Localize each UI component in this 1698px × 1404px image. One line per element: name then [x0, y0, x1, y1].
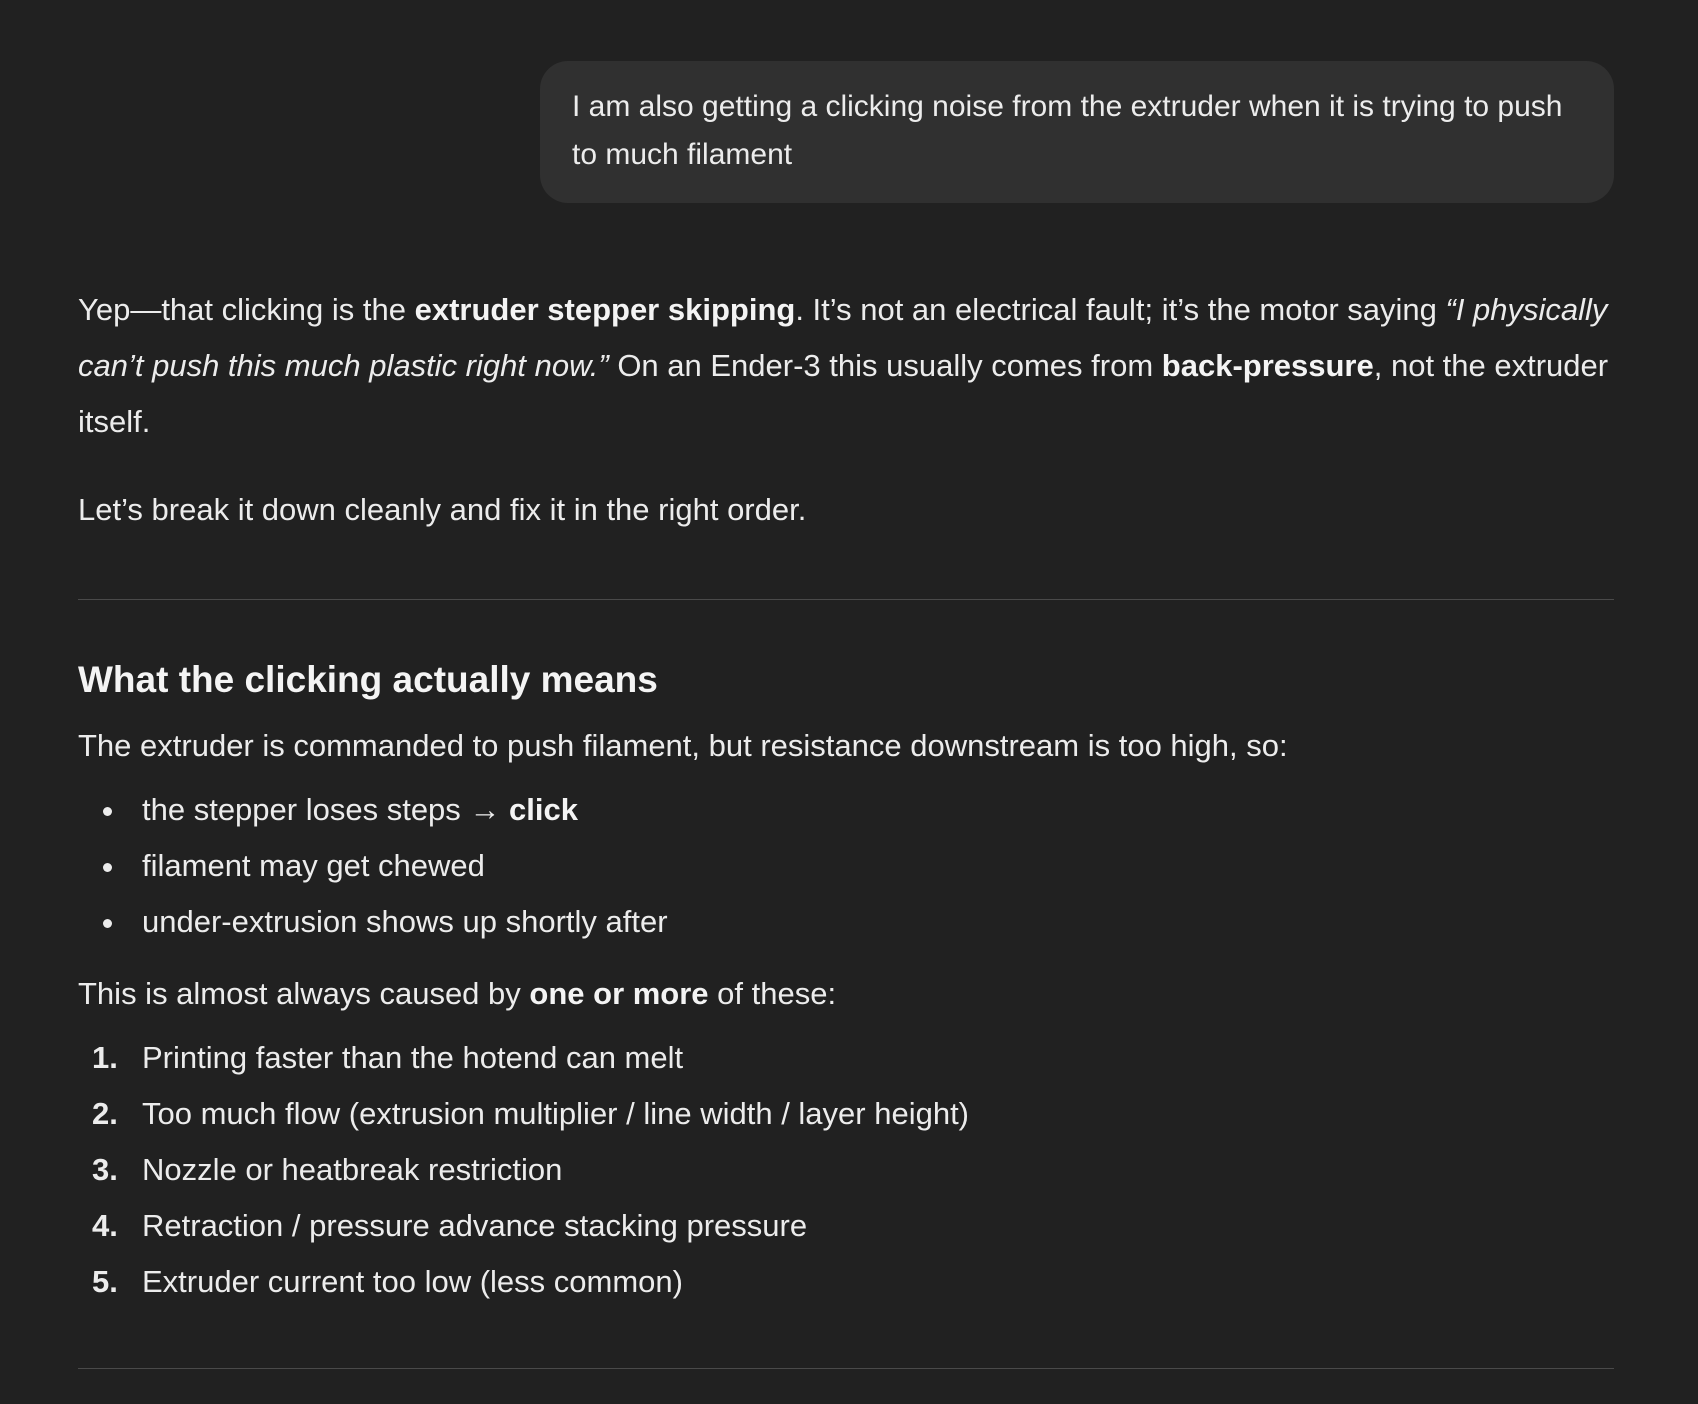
chat-thread [78, 0, 1614, 1369]
cause-text: Nozzle or heatbreak restriction [142, 1152, 563, 1187]
bullet-item [78, 838, 1614, 894]
user-message-bubble: I am also getting a clicking noise from the extruder when it is trying to push to much filament [540, 61, 1614, 203]
symptom-bullet-list [78, 782, 1614, 950]
cause-intro-text-2: of these: [708, 976, 837, 1011]
cause-text: Extruder current too low (less common) [142, 1264, 683, 1299]
cause-list-item [78, 1030, 1614, 1086]
cause-text: Printing faster than the hotend can melt [142, 1040, 684, 1075]
cause-list-item [78, 1254, 1614, 1310]
assistant-intro-paragraph [78, 282, 1614, 450]
intro-bold-stepper-skipping: extruder stepper skipping [414, 292, 796, 327]
intro-italic-quote: “I physically can’t push this much plastic right now.” [78, 292, 1608, 383]
cause-number: 3. [92, 1152, 118, 1187]
cause-number: 5. [92, 1264, 118, 1299]
bullet-item [78, 894, 1614, 950]
intro-bold-back-pressure: back-pressure [1161, 348, 1374, 383]
cause-intro-bold: one or more [529, 976, 709, 1011]
intro-text-2: . It’s not an electrical fault; it’s the motor saying [795, 292, 1446, 327]
bullet-text: under-extrusion shows up shortly after [142, 904, 668, 939]
intro-text-3: On an Ender-3 this usually comes from [608, 348, 1162, 383]
bullet-bold: click [509, 792, 578, 827]
section-divider [78, 1368, 1614, 1369]
bullet-item [78, 782, 1614, 838]
cause-number: 1. [92, 1040, 118, 1075]
cause-number: 2. [92, 1096, 118, 1131]
bullet-dot-icon [103, 807, 112, 816]
section-divider [78, 599, 1614, 600]
cause-text: Retraction / pressure advance stacking pressure [142, 1208, 808, 1243]
cause-numbered-list [78, 1030, 1614, 1310]
user-message-row [78, 0, 1614, 203]
bullet-text: the stepper loses steps → [142, 792, 510, 827]
cause-number: 4. [92, 1208, 118, 1243]
lead-paragraph: The extruder is commanded to push filament, but resistance downstream is too high, so: [78, 728, 1288, 763]
cause-intro-text-1: This is almost always caused by [78, 976, 530, 1011]
bullet-dot-icon [103, 919, 112, 928]
assistant-message [78, 282, 1614, 1369]
bullet-dot-icon [103, 863, 112, 872]
intro-text-4: , not the extruder itself. [78, 348, 1609, 439]
cause-text: Too much flow (extrusion multiplier / line width / layer height) [142, 1096, 970, 1131]
bullet-text: filament may get chewed [142, 848, 485, 883]
cause-intro-paragraph [78, 966, 1614, 1022]
break-down-paragraph: Let’s break it down cleanly and fix it in the right order. [78, 492, 807, 527]
cause-list-item [78, 1198, 1614, 1254]
cause-list-item [78, 1086, 1614, 1142]
intro-text-1: Yep—that clicking is the [78, 292, 415, 327]
cause-list-item [78, 1142, 1614, 1198]
section-heading: What the clicking actually means [78, 659, 658, 700]
